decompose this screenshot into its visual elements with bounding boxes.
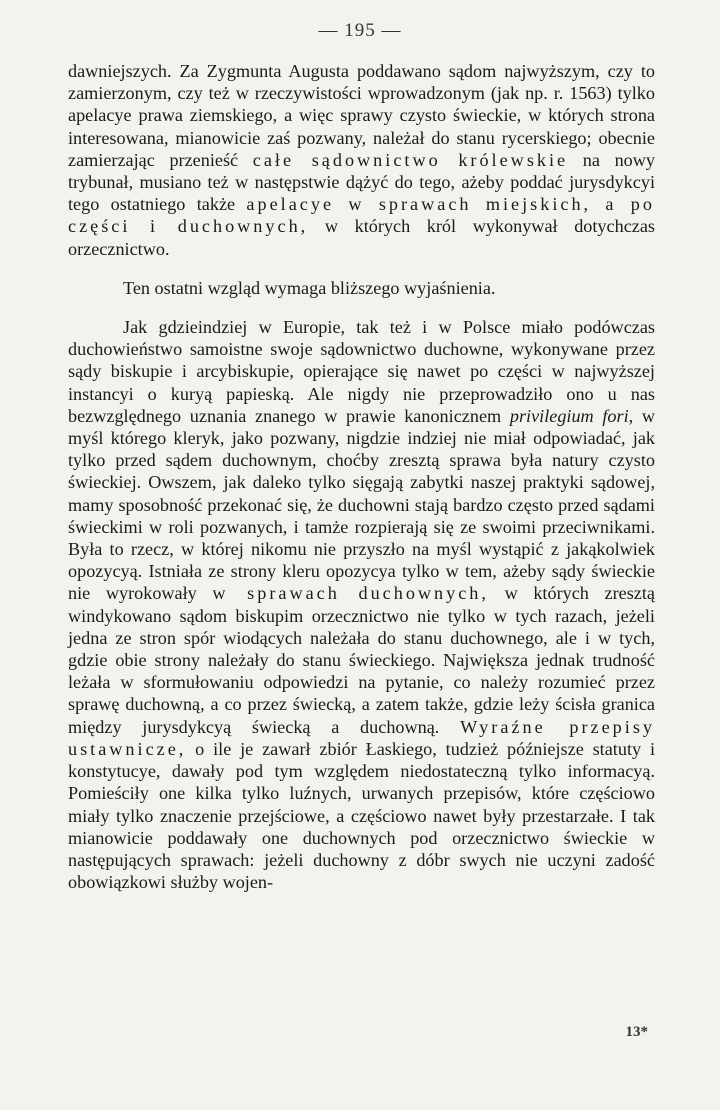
text-run: na nowy trybunał, musiano też w następstwie dążyć do tego, ażeby poddać jurysdykcyi tego ostatniego także bbox=[68, 149, 655, 215]
spaced-text: Wyraźne przepisy ustawnicze, bbox=[68, 716, 656, 759]
text-run: Jak gdzieindziej w Europie, tak też i w Polsce miało podówczas duchowieństwo samoistne swoje sądownictwo duchowne, wykonywane przez sądy biskupie i arcybiskupie, opierające się nawet po części w najwyższej instancyi o kuryą papieską. Ale nigdy nie przeprowadziło ono u nas bezwzględnego uznania znanego w prawie kanonicznem bbox=[68, 317, 655, 426]
page-number: — 195 — bbox=[318, 20, 402, 41]
text-run: dawniejszych. Za Zygmunta Augusta poddawano sądom najwyższym, czy to zamierzonym, czy też w rzeczywistości wprowadzonym (jak np. r. 1563) tylko apelacye prawa ziemskiego, a więc sprawy czysto świeckie, w których strona interesowana, mianowicie zaś pozwany, należał do stanu rycerskiego; obecnie zamierzając przenieść bbox=[68, 61, 655, 170]
paragraph-3 bbox=[68, 316, 655, 893]
text-run: w myśl którego kleryk, jako pozwany, nigdzie indziej nie miał odpowiadać, jak tylko przed sądem duchownym, choćby zresztą sprawa była natury czysto świeckiej. Owszem, jak daleko tylko sięgają zabytki naszej praktyki sądowej, mamy sposobność przekonać się, że duchowni stają bardzo często przed sądami świeckimi w roli pozwanych, i tamże rozpierają się ze swoimi przeciwnikami. Była to rzecz, w której nikomu nie przyszło na myśl wystąpić z jakąkolwiek opozycyą. Istniała ze strony kleru opozycya tylko w tem, ażeby sądy świeckie nie wyrokowały bbox=[68, 405, 655, 604]
italic-text: privilegium fori, bbox=[509, 405, 634, 426]
text-run: o ile je zawarł zbiór Łaskiego, tudzież późniejsze statuty i konstytucye, dawały pod tym względem niedostateczną tylko informacyą. Pomieściły one kilka tylko luźnych, urwanych przepisów, które częściowo miały tylko znaczenie przejściowe, a częściowo nawet były przestarzałe. I tak mianowicie poddawały one duchownych pod orzecznictwo świeckie w następujących sprawach: jeżeli duchowny z dóbr swych nie uczyni zadość obowiązkowi służby wojen- bbox=[68, 738, 655, 893]
spaced-text: apelacye w sprawach miejskich, a po części i duchownych, bbox=[68, 194, 655, 237]
text-run: w których król wykonywał dotychczas orzecznictwo. bbox=[68, 216, 655, 259]
paragraph-1 bbox=[68, 60, 655, 260]
spaced-text: w sprawach duchownych, bbox=[212, 583, 489, 604]
spaced-text: całe sądownictwo królewskie bbox=[252, 149, 569, 170]
text-run: w których zresztą windykowano sądom biskupim orzecznictwo nie tylko w tych razach, jeżeli jedna ze stron spór wiodących należała do stanu duchownego, ale i w tych, gdzie obie strony należały do stanu świeckiego. Największa jednak trudność leżała w sformułowaniu odpowiedzi na pytanie, co należy rozumieć przez sprawę duchowną, a co przez świecką, a zatem także, gdzie leży ścisła granica między jurysdykcyą świecką a duchowną. bbox=[68, 583, 656, 737]
paragraph-2: Ten ostatni wzgląd wymaga bliższego wyjaśnienia. bbox=[123, 277, 496, 298]
body-text bbox=[68, 60, 655, 893]
printer-signature: 13* bbox=[625, 1024, 648, 1040]
